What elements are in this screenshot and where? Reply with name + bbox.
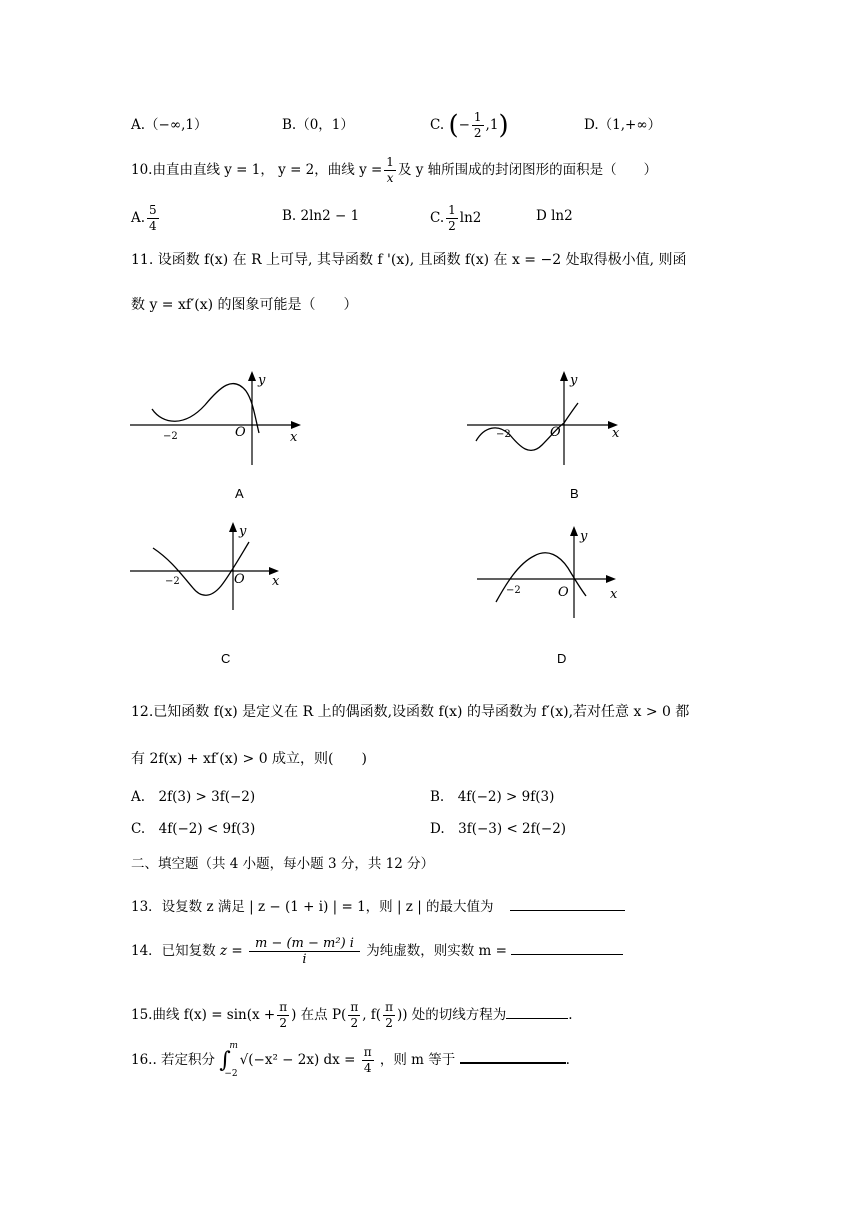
graph-a-tick: −2 [163, 431, 178, 442]
q12-line1: 12.已知函数 f(x) 是定义在 R 上的偶函数,设函数 f(x) 的导函数为 f′(x),若对任意 x > 0 都 [131, 704, 690, 720]
graph-a-origin: O [235, 425, 246, 440]
q12-option-c: C. 4f(−2) < 9f(3) [131, 821, 256, 837]
q16-question: 16.. 若定积分 ∫ m −2 √(−x² − 2x) dx = $\frac{\pi}{4}$ ，则 m 等于 . [131, 1040, 570, 1079]
svg-text:x: x [272, 574, 280, 589]
q15-answer-blank [506, 1006, 568, 1019]
svg-text:O: O [234, 572, 245, 587]
graph-a [125, 365, 315, 470]
q15-question: 15.曲线 f(x) = sin(x + $\frac{\pi}{2}$ ) 在点 P( $\frac{\pi}{2}$ , f( $\frac{\pi}{2}$ )) 处的切线方程为 . [131, 1000, 573, 1030]
q10-option-d: D ln2 [536, 208, 573, 224]
q10-option-a: A. $\frac{5}{4}$ [131, 203, 157, 233]
q12-option-d: D. 3f(−3) < 2f(−2) [430, 821, 567, 837]
q13-question: 13．设复数 z 满足 | z − (1 + i) | = 1，则 | z | 的最大值为 [131, 898, 625, 915]
q9-option-d: D.（1,+∞） [584, 117, 662, 133]
section-heading: 二、填空题（共 4 小题，每小题 3 分，共 12 分） [131, 856, 435, 872]
graph-c [125, 518, 295, 618]
q10-option-b: B. 2ln2 − 1 [282, 208, 360, 224]
graph-a-ylabel: y [258, 373, 266, 388]
graph-a-label: A [235, 486, 244, 501]
q9-option-a: A.（−∞,1） [131, 117, 208, 133]
q13-answer-blank [510, 898, 625, 911]
graph-c-label: C [221, 651, 231, 666]
graph-d-label: D [557, 651, 567, 666]
graph-b [462, 365, 632, 470]
svg-text:x: x [612, 426, 620, 441]
q14-answer-blank [511, 942, 623, 955]
svg-text:y: y [239, 524, 247, 539]
q10-option-c: C. $\frac{1}{2}$ ln2 [430, 203, 482, 233]
graph-b-label: B [570, 486, 579, 501]
graph-d [472, 522, 632, 622]
svg-text:y: y [580, 529, 588, 544]
q10-question: 10.由直由直线 y = 1， y = 2，曲线 y = $\frac{1}{x}$ 及 y 轴所围成的封闭图形的面积是（ ） [131, 155, 658, 185]
q9-c-fraction: $\frac{1}{2}$ [473, 110, 482, 140]
svg-text:O: O [550, 425, 561, 440]
q16-answer-blank [460, 1050, 566, 1064]
svg-text:x: x [610, 587, 618, 602]
graph-b-curve [476, 403, 578, 450]
q12-line2: 有 2f(x) + xf′(x) > 0 成立，则( ) [131, 751, 367, 767]
graph-a-xlabel: x [290, 430, 298, 445]
q9-option-c: C. (− $\frac{1}{2}$ ,1) [430, 110, 509, 141]
graph-c-curve [153, 542, 249, 595]
q14-question: 14．已知复数 z = $\frac{\text{m − (m − m²) i}}{i}$ 为纯虚数，则实数 m = [131, 936, 623, 967]
svg-text:O: O [558, 585, 569, 600]
svg-text:−2: −2 [506, 585, 521, 596]
svg-text:−2: −2 [165, 576, 180, 587]
svg-text:y: y [570, 373, 578, 388]
q11-line2: 数 y = xf′(x) 的图象可能是（ ） [131, 297, 358, 313]
q12-option-b: B. 4f(−2) > 9f(3) [430, 789, 555, 805]
q11-line1: 11. 设函数 f(x) 在 R 上可导, 其导函数 f '(x), 且函数 f(x) 在 x = −2 处取得极小值, 则函 [131, 252, 687, 268]
q12-option-a: A. 2f(3) > 3f(−2) [131, 789, 256, 805]
graph-b-tick: −2 [496, 429, 511, 440]
q9-option-b: B.（0，1） [282, 117, 354, 133]
